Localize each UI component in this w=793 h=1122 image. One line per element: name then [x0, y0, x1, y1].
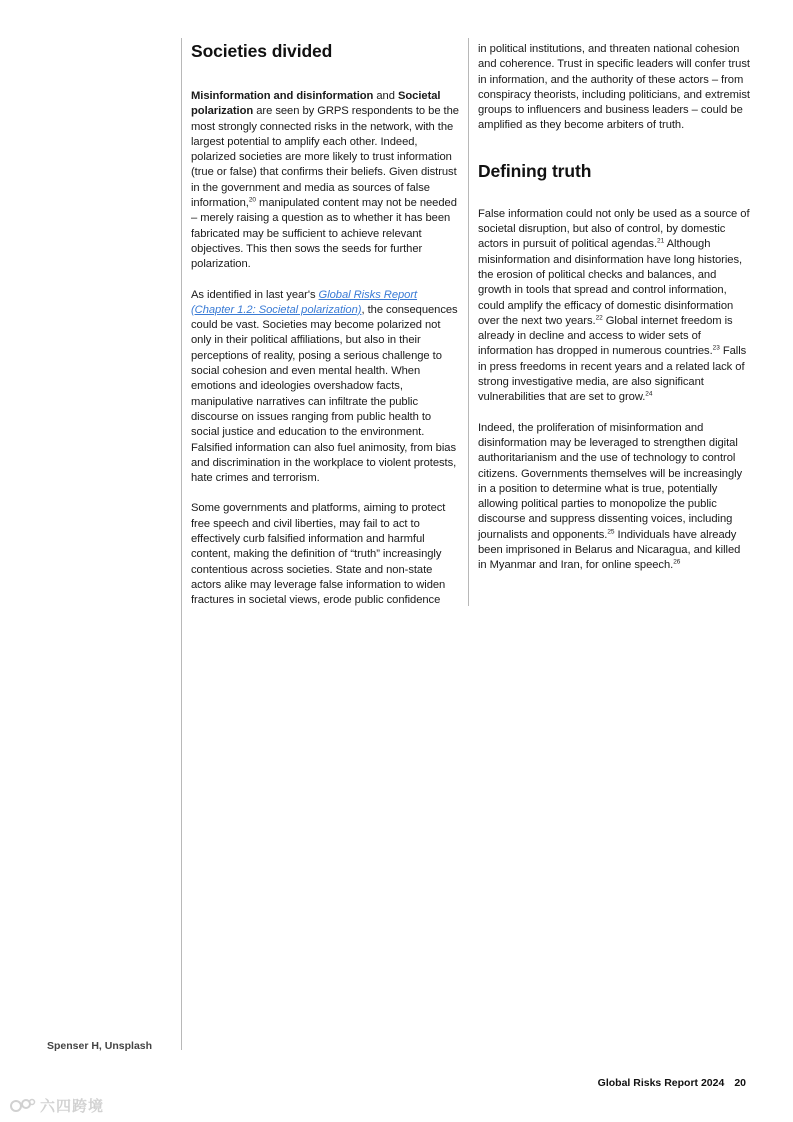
paragraph — [191, 89, 459, 273]
paragraph — [478, 207, 750, 406]
middle-column-divider — [468, 38, 469, 606]
report-title: Global Risks Report 2024 — [597, 1077, 725, 1089]
paragraph — [191, 288, 459, 487]
bold-term: Societal polarization — [191, 90, 441, 118]
footnote-ref[interactable]: 25 — [607, 527, 615, 535]
footnote-ref[interactable]: 23 — [712, 344, 720, 352]
footnote-ref[interactable]: 20 — [248, 196, 256, 204]
text-run: False information could not only be used as a source of societal disruption, but also of control, by domestic actors in pursuit of political agendas. — [478, 207, 750, 251]
page-number: 20 — [734, 1077, 746, 1089]
page-footer — [598, 1077, 746, 1089]
text-run: Falls in press freedoms in recent years and a related lack of strong investigative media, are also significant vulnerabilities that are set to grow. — [478, 345, 747, 404]
section-heading-defining-truth: Defining truth — [478, 160, 592, 181]
report-chapter-link[interactable]: Global Risks Report (Chapter 1.2: Societal polarization) — [191, 288, 418, 316]
watermark-logo-icon — [8, 1096, 36, 1116]
text-run: are seen by GRPS respondents to be the most strongly connected risks in the network, with the largest potential to amplify each other. Indeed, polarized societies are more likely to trust information (true or false) that confirms their beliefs. Given distrust in the government and media as sources of false information, — [191, 105, 459, 210]
section-heading-societies-divided: Societies divided — [191, 41, 333, 61]
text-column-left — [191, 40, 459, 624]
text-run: Individuals have already been imprisoned in Belarus and Nicaragua, and killed in Myanmar and Iran, for online speech. — [478, 528, 741, 572]
watermark-text: 六四跨境 — [40, 1098, 105, 1115]
text-run: Global internet freedom is already in decline and access to wider sets of information has dropped in numerous countries. — [478, 314, 733, 358]
footnote-ref[interactable]: 26 — [673, 558, 681, 566]
text-run: As identified in last year's — [191, 288, 319, 301]
footnote-ref[interactable]: 22 — [595, 314, 603, 322]
bold-term: Misinformation and disinformation — [191, 90, 374, 102]
paragraph: Some governments and platforms, aiming to protect free speech and civil liberties, may fail to act to effectively curb falsified information and harmful content, making the definition of “truth” increasingly contentious across societies. State and non-state actors alike may leverage false information to widen fractures in societal views, erode public confidence — [191, 502, 446, 607]
text-run: Although misinformation and disinformation have long histories, the erosion of political checks and balances, and growth in tools that spread and control information, could amplify the efficacy of domestic disinformation over the next two years. — [478, 238, 743, 327]
text-run: manipulated content may not be needed – merely raising a question as to whether it has been fabricated may be sufficient to achieve relevant objectives. This then sows the seeds for further polarization. — [191, 197, 457, 271]
text-column-right — [478, 42, 750, 589]
watermark — [8, 1095, 104, 1116]
paragraph: in political institutions, and threaten national cohesion and coherence. Trust in specific leaders will confer trust in information, and the authority of these actors – from conspiracy theorists, including politicians, and extremist groups to influencers and business leaders – could be amplified as they become arbiters of truth. — [478, 43, 750, 132]
footnote-ref[interactable]: 21 — [657, 237, 665, 245]
text-run: Indeed, the proliferation of misinformation and disinformation may be leveraged to strengthen digital authoritarianism and the use of technology to control citizens. Governments themselves will be increasingly in a position to determine what is true, potentially allowing political parties to monopolize the public discourse and suppress dissenting voices, including journalists and opponents. — [478, 421, 743, 541]
text-run: , the consequences could be vast. Societies may become polarized not only in their political affiliations, but also in their perceptions of reality, posing a serious challenge to social cohesion and even mental health. When emotions and ideologies overshadow facts, manipulative narratives can infiltrate the public discourse on issues ranging from public health to social justice and education to the environment. Falsified information can also fuel animosity, from bias and discrimination in the workplace to violent protests, hate crimes and terrorism. — [191, 303, 458, 485]
paragraph — [478, 421, 750, 574]
photo-credit: Spenser H, Unsplash — [47, 1040, 153, 1052]
text-run: and — [373, 90, 398, 102]
left-column-divider — [181, 38, 182, 1050]
footnote-ref[interactable]: 24 — [645, 390, 653, 398]
